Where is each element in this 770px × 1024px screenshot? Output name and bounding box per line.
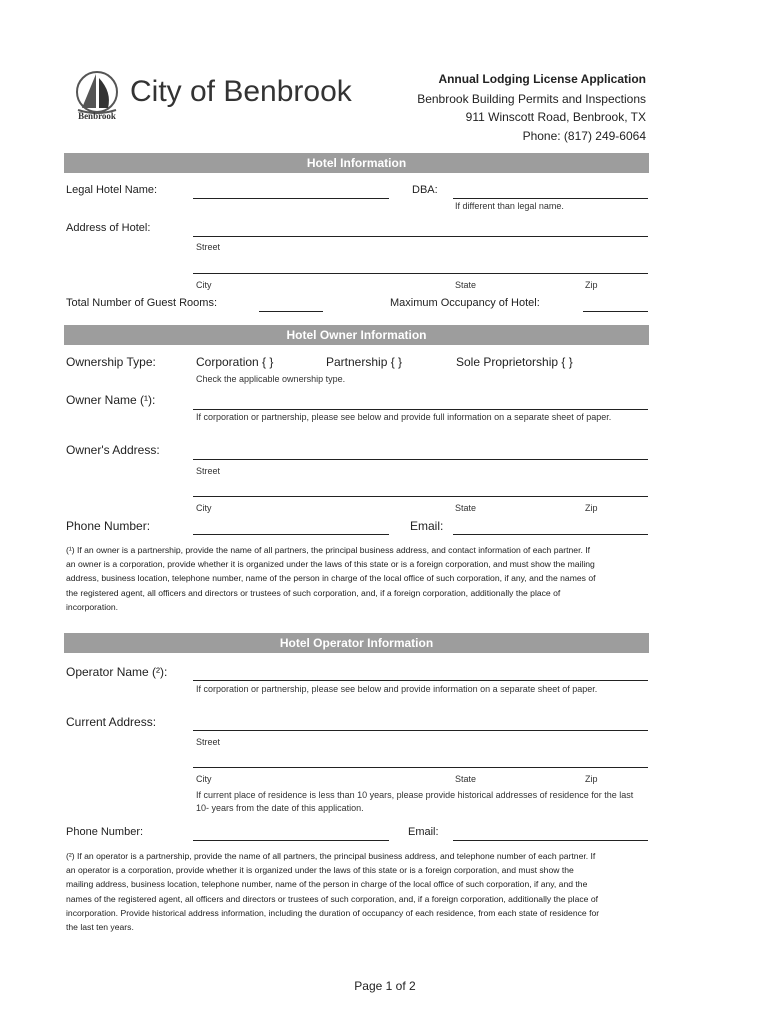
hotel-zip-hint: Zip xyxy=(585,280,598,290)
operator-name-field[interactable] xyxy=(193,680,648,681)
hotel-city-hint: City xyxy=(196,280,212,290)
legal-hotel-name-label: Legal Hotel Name: xyxy=(66,184,158,196)
page-number: Page 1 of 2 xyxy=(354,979,416,993)
max-occupancy-field[interactable] xyxy=(583,311,648,312)
owner-footnote-line: the registered agent, all officers and directors or trustees of such corporation, and, if a foreign corporation, additionally the place of xyxy=(66,587,561,598)
legal-hotel-name-field[interactable] xyxy=(193,198,389,199)
operator-phone-label: Phone Number: xyxy=(66,826,144,838)
operator-city-state-zip-field[interactable] xyxy=(193,767,648,768)
operator-footnote-line: an operator is a corporation, provide whether it is organized under the laws of this state or is a foreign corporation, and must show the xyxy=(66,865,574,876)
owner-street-hint: Street xyxy=(196,466,221,476)
application-title: Annual Lodging License Application xyxy=(438,72,646,86)
hotel-street-hint: Street xyxy=(196,242,221,252)
hotel-state-hint: State xyxy=(455,280,477,290)
owner-footnote-line: an owner is a corporation, provide whether it is organized under the laws of this state or is a foreign corporation, and must show the mailing xyxy=(66,559,595,570)
operator-footnote-line: the last ten years. xyxy=(66,922,134,933)
owner-footnote-line: address, business location, telephone number, name of the person in charge of the local office of such corporation, if any, and the names of xyxy=(66,573,596,584)
owner-footnote-line: (¹) If an owner is a partnership, provide the name of all partners, the principal business address, and contact information of each partner. If xyxy=(66,545,591,555)
owner-zip-hint: Zip xyxy=(585,503,598,513)
operator-state-hint: State xyxy=(455,774,477,784)
hotel-city-state-zip-field[interactable] xyxy=(193,273,648,274)
dba-field[interactable] xyxy=(453,198,648,199)
operator-email-field[interactable] xyxy=(453,840,648,841)
owner-phone-label: Phone Number: xyxy=(66,519,151,533)
owner-name-hint: If corporation or partnership, please see below and provide full information on a separate sheet of paper. xyxy=(196,412,612,422)
operator-footnote-line: mailing address, business location, telephone number, name of the person in charge of the local office of such corporation, if any, and the xyxy=(66,879,588,890)
operator-footnote xyxy=(66,849,646,934)
ownership-type-label: Ownership Type: xyxy=(66,355,156,369)
hotel-street-field[interactable] xyxy=(193,236,648,237)
operator-zip-hint: Zip xyxy=(585,774,598,784)
ownership-option-partnership[interactable]: Partnership { } xyxy=(326,355,403,369)
ownership-option-corporation[interactable]: Corporation { } xyxy=(196,355,274,369)
hotel-owner-information-header: Hotel Owner Information xyxy=(64,325,649,345)
dba-label: DBA: xyxy=(412,184,438,196)
owner-name-field[interactable] xyxy=(193,409,648,410)
owner-address-label: Owner's Address: xyxy=(66,443,160,457)
operator-name-hint: If corporation or partnership, please see below and provide information on a separate sheet of paper. xyxy=(196,684,598,694)
owner-street-field[interactable] xyxy=(193,459,648,460)
operator-email-label: Email: xyxy=(408,826,439,838)
owner-footnote xyxy=(66,543,646,614)
ownership-option-sole-proprietorship[interactable]: Sole Proprietorship { } xyxy=(456,355,573,369)
city-title: City of Benbrook xyxy=(130,75,352,108)
department-name: Benbrook Building Permits and Inspections xyxy=(417,92,646,106)
guest-rooms-label: Total Number of Guest Rooms: xyxy=(66,297,218,309)
ownership-type-hint: Check the applicable ownership type. xyxy=(196,374,346,384)
hotel-address-label: Address of Hotel: xyxy=(66,222,151,234)
operator-city-hint: City xyxy=(196,774,212,784)
operator-street-field[interactable] xyxy=(193,730,648,731)
department-phone: Phone: (817) 249-6064 xyxy=(522,129,646,143)
owner-footnote-line: incorporation. xyxy=(66,601,119,612)
residence-history-note: If current place of residence is less than 10 years, please provide historical addresses of residence for the last xyxy=(196,790,634,800)
operator-footnote-line: names of the registered agent, all officers and directors or trustees of such corporation, and, if a foreign corporation, additionally the place of xyxy=(66,893,599,904)
operator-footnote-line: (²) If an operator is a partnership, provide the name of all partners, the principal business address, and telephone number of each partner. If xyxy=(66,851,596,861)
owner-state-hint: State xyxy=(455,503,477,513)
operator-footnote-line: incorporation. Provide historical address information, including the duration of occupancy of each residence, from each state of residence for xyxy=(66,907,600,918)
owner-phone-field[interactable] xyxy=(193,534,389,535)
guest-rooms-field[interactable] xyxy=(259,311,323,312)
operator-street-hint: Street xyxy=(196,737,221,747)
department-address: 911 Winscott Road, Benbrook, TX xyxy=(465,110,646,124)
hotel-operator-information-header: Hotel Operator Information xyxy=(64,633,649,653)
dba-hint: If different than legal name. xyxy=(455,201,564,211)
operator-phone-field[interactable] xyxy=(193,840,389,841)
max-occupancy-label: Maximum Occupancy of Hotel: xyxy=(390,297,540,309)
owner-name-label: Owner Name (¹): xyxy=(66,393,156,407)
logo-text: Benbrook xyxy=(78,111,116,121)
owner-email-field[interactable] xyxy=(453,534,648,535)
owner-email-label: Email: xyxy=(410,519,444,533)
owner-city-hint: City xyxy=(196,503,212,513)
owner-city-state-zip-field[interactable] xyxy=(193,496,648,497)
operator-address-label: Current Address: xyxy=(66,715,157,729)
residence-history-note-continued: 10- years from the date of this application. xyxy=(196,803,364,813)
operator-name-label: Operator Name (²): xyxy=(66,665,168,679)
hotel-information-header: Hotel Information xyxy=(64,153,649,173)
